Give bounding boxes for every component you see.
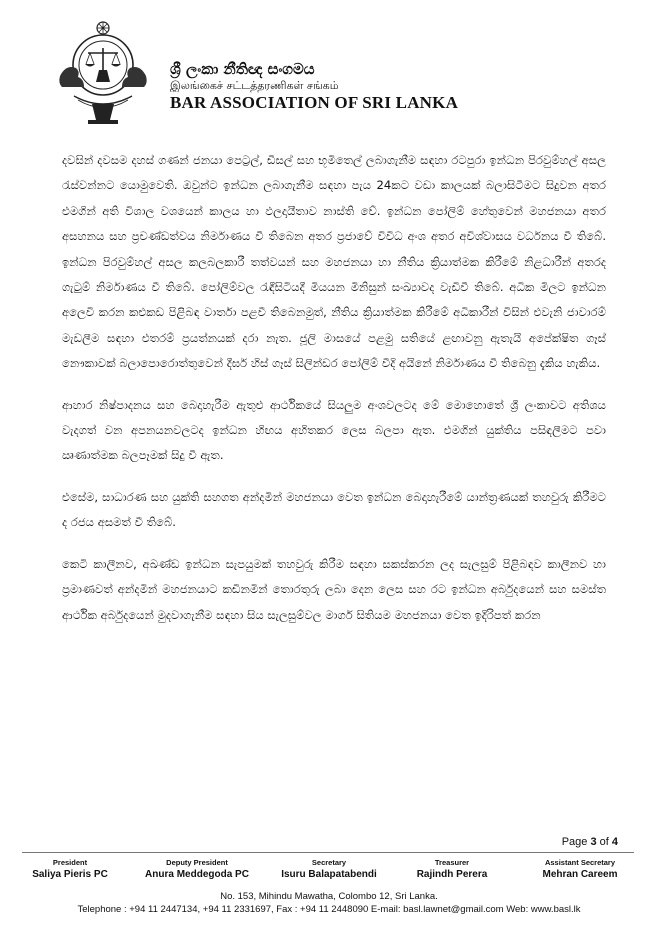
paragraph-4: කෙටි කාලීනව, අඛණ්ඩ ඉන්ධන සැපයුමක් තහවුරු කිරීම සඳහා සකස්කරන ලද සැලසුම් පිළිබඳව කාලීනව හා ප්‍රමාණවත් අන්දමින් මහජනයාට කඩිනමින් තොරතුරු ලබා දෙන ලෙස සහ රට ඉන්ධන අර්බුදයෙන් සහ සමස්ත ආර්ථික අර්බුදයෙන් මුදවාගැනීම සඳහා සිය සැලසුම්වල මාර්ග සිතියම මහජනයා වෙත ඉදිරිපත් කරන xyxy=(62,556,606,622)
paragraph-3: එසේම, සාධාරණ සහ යුක්ති සහගත අන්දමින් මහජනයා වෙත ඉන්ධන බෙදාහැරීමේ යාන්ත්‍රණයක් තහවුරු කිරීමට ද රජය අසමත් වී තිබේ. xyxy=(62,489,606,530)
office-bearers xyxy=(0,858,658,888)
footer-address: No. 153, Mihindu Mawatha, Colombo 12, Sri Lanka. xyxy=(220,891,438,902)
officer-name: Mehran Careem xyxy=(542,869,618,880)
letter-body xyxy=(62,148,606,644)
page-prefix: Page xyxy=(561,836,591,848)
officer-president xyxy=(10,858,130,881)
officer-name: Isuru Balapatabendi xyxy=(281,869,377,880)
paragraph-2: ආහාර නිෂ්පාදනය සහ බෙදාහැරීම ඇතුළු ආර්ථිකයේ සියලුම අංශවලටද මේ මොහොතේ ශ්‍රී ලංකාවට අතිශය වැදගත් වන අපනයනවලටද ඉන්ධන හිඟය අහිතකර ලෙස බලපා ඇත. එමගින් යුක්තිය පසිඳලීමට පවා ඍණාත්මක බලපෑමක් සිදු වී ඇත. xyxy=(62,397,606,463)
officer-role: Deputy President xyxy=(166,858,228,867)
organization-names xyxy=(170,60,458,113)
officer-assistant-secretary xyxy=(518,858,642,881)
page-total: 4 xyxy=(611,836,618,848)
page-middle: of xyxy=(596,836,612,848)
org-name-sinhala: ශ්‍රී ලංකා නීතිඥ සංගමය xyxy=(170,60,315,78)
org-name-tamil: இலங்கைச் சட்டத்தரணிகள் சங்கம் xyxy=(170,79,339,92)
page-current: 3 xyxy=(590,836,597,848)
officer-role: Secretary xyxy=(311,858,347,867)
paragraph-1: දවසින් දවසම දහස් ගණන් ජනයා පෙට්‍රල්, ඩීසල් සහ භූමිතෙල් ලබාගැනීම සඳහා රටපුරා ඉන්ධන පිරවුම්හල් අසල රැස්වන්නට යොමුවෙති. ඔවුන්ට ඉන්ධන ලබාගැනීම සඳහා පැය 24කට වඩා කාලයක් බලාසිටීමට සිදුවන අතර එමගින් අති විශාල වශයෙන් කාලය හා ඵලදායීතාව නාස්ති වේ. ඉන්ධන පෝලිම් හේතුවෙන් මහජනයා අතර අසහනය සහ ප්‍රචණ්ඩත්වය නිර්මාණය වී තිබෙන අතර ප්‍රජාවේ විවිධ අංශ අතර අවිශ්වාසය වර්ධනය වී තිබේ. ඉන්ධන පිරවුම්හල් අසල කලබලකාරී තත්වයන් සහ මහජනයා හා නීතිය ක්‍රියාත්මක කිරීමේ නිළධාරීන් අතරද ගැටුම් නිර්මාණය වී තිබේ. පෝලිම්වල රැඳීසිටියදී මියයන මිනිසුන් සංඛ්‍යාවද වැඩිවී තිබේ. අධික මිලට ඉන්ධන අලෙවි කරන කළුකඩ පිළිබඳ වාර්තා පළවී තිබෙනමුත්, නීතිය ක්‍රියාත්මක කිරීමේ අධිකාරීන් විසින් එවැනි ජාවාරම් මැඩලීම සඳහා එතරම් ප්‍රයත්නයක් දරා නැත. ජූලි මාසයේ පළමු සතියේ ළඟාවනු ඇතැයි අපේක්ෂිත ගෑස් නෞකාවක් බලාපොරොත්තුවෙන් දීර්ඝ හිස් ගෑස් සිලින්ඩර පෝලිම් වීදි අයිනේ නිර්මාණය වී තිබෙනු දැකිය හැකිය. xyxy=(62,153,606,371)
officer-name: Anura Meddegoda PC xyxy=(145,869,249,880)
officer-role: Assistant Secretary xyxy=(544,858,616,867)
footer-contact: Telephone : +94 11 2447134, +94 11 2331697, Fax : +94 11 2448090 E-mail: basl.lawnet@gmail.com Web: www.basl.lk xyxy=(77,904,581,915)
officer-role: Treasurer xyxy=(434,858,470,867)
officer-name: Rajindh Perera xyxy=(416,869,488,880)
officer-secretary xyxy=(266,858,392,881)
officer-name: Saliya Pieris PC xyxy=(32,869,108,880)
officer-role: President xyxy=(52,858,88,867)
footer-divider xyxy=(22,852,634,853)
letterhead xyxy=(0,0,658,130)
org-name-english: BAR ASSOCIATION OF SRI LANKA xyxy=(170,93,459,112)
page-number xyxy=(562,836,618,848)
bar-association-crest-icon xyxy=(52,20,154,130)
officer-deputy-president xyxy=(128,858,266,881)
officer-treasurer xyxy=(398,858,506,881)
